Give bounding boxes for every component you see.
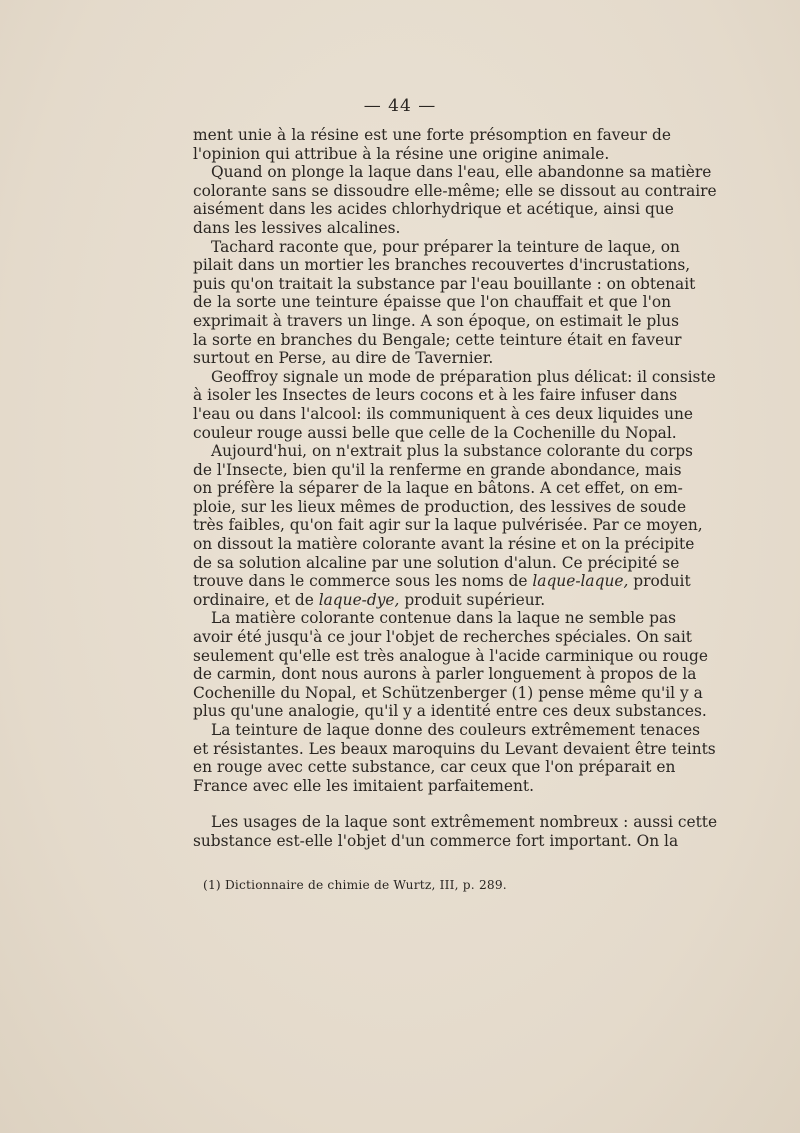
text-line: seulement qu'elle est très analogue à l'acide carminique ou rouge	[193, 646, 708, 665]
text-line	[193, 591, 671, 610]
text-line: surtout en Perse, au dire de Tavernier.	[193, 349, 494, 368]
text-line: avoir été jusqu'à ce jour l'objet de recherches spéciales. On sait	[193, 628, 692, 647]
text-line: La matière colorante contenue dans la laque ne semble pas	[211, 609, 677, 628]
text-line	[193, 572, 691, 591]
text-line: ploie, sur les lieux mêmes de production, des lessives de soude	[193, 497, 687, 516]
paragraph-6	[193, 609, 708, 721]
text-line: en rouge avec cette substance, car ceux que l'on préparait en	[193, 758, 676, 777]
text-line: exprimait à travers un linge. A son époque, on estimait le plus	[193, 311, 679, 330]
text-line: de l'Insecte, bien qu'il la renferme en grande abondance, mais	[193, 460, 682, 479]
text-run: produit	[628, 572, 691, 591]
text-line: l'opinion qui attribue à la résine une origine animale.	[193, 144, 610, 163]
text-line: dans les lessives alcalines.	[193, 218, 401, 237]
paragraph-4	[193, 367, 716, 442]
paragraph-5	[193, 442, 703, 609]
text-line: Quand on plonge la laque dans l'eau, elle abandonne sa matière	[211, 163, 712, 182]
text-line: couleur rouge aussi belle que celle de la Cochenille du Nopal.	[193, 423, 677, 442]
italic-term: laque-laque,	[532, 572, 629, 591]
italic-term: laque-dye,	[318, 590, 400, 609]
paragraph-7	[193, 721, 716, 795]
text-line: de carmin, dont nous aurons à parler longuement à propos de la	[193, 665, 697, 684]
text-run: trouve dans le commerce sous les noms de	[193, 572, 533, 591]
text-line: Cochenille du Nopal, et Schützenberger (1) pense même qu'il y a	[193, 683, 703, 702]
text-line: colorante sans se dissoudre elle-même; elle se dissout au contraire	[193, 181, 717, 200]
text-line: substance est-elle l'objet d'un commerce fort important. On la	[193, 831, 679, 850]
text-line: Les usages de la laque sont extrêmement nombreux : aussi cette	[211, 813, 718, 832]
text-run: ordinaire, et de	[193, 590, 319, 609]
text-line: on dissout la matière colorante avant la résine et on la précipite	[193, 535, 695, 554]
text-line: on préfère la séparer de la laque en bâtons. A cet effet, on em-	[193, 479, 683, 498]
paragraph-1	[193, 126, 671, 163]
text-line: plus qu'une analogie, qu'il y a identité entre ces deux substances.	[193, 702, 707, 721]
page-number: — 44 —	[363, 96, 437, 116]
text-line: pilait dans un mortier les branches recouvertes d'incrustations,	[193, 256, 691, 275]
text-line: à isoler les Insectes de leurs cocons et à les faire infuser dans	[193, 386, 678, 405]
text-line: Aujourd'hui, on n'extrait plus la substance colorante du corps	[211, 442, 693, 461]
text-line: ment unie à la résine est une forte présomption en faveur de	[193, 126, 671, 144]
text-line: Tachard raconte que, pour préparer la teinture de laque, on	[211, 237, 680, 256]
body-text	[193, 126, 718, 851]
paragraph-2	[193, 163, 717, 237]
text-line: de la sorte une teinture épaisse que l'on chauffait et que l'on	[193, 293, 671, 312]
text-line: très faibles, qu'on fait agir sur la laque pulvérisée. Par ce moyen,	[193, 516, 703, 535]
footnote: (1) Dictionnaire de chimie de Wurtz, III, p. 289.	[203, 878, 507, 892]
text-line: et résistantes. Les beaux maroquins du Levant devaient être teints	[193, 739, 716, 758]
text-line: La teinture de laque donne des couleurs extrêmement tenaces	[211, 721, 701, 739]
paragraph-3	[193, 237, 696, 368]
text-line: puis qu'on traitait la substance par l'eau bouillante : on obtenait	[193, 274, 696, 293]
text-line: la sorte en branches du Bengale; cette teinture était en faveur	[193, 330, 682, 349]
text-line: France avec elle les imitaient parfaitement.	[193, 776, 534, 795]
text-line: l'eau ou dans l'alcool: ils communiquent à ces deux liquides une	[193, 404, 694, 423]
paragraph-8	[193, 813, 718, 850]
text-line: aisément dans les acides chlorhydrique et acétique, ainsi que	[193, 200, 674, 219]
text-line: de sa solution alcaline par une solution d'alun. Ce précipité se	[193, 553, 680, 572]
text-run: produit supérieur.	[399, 590, 546, 609]
text-line: Geoffroy signale un mode de préparation plus délicat: il consiste	[211, 367, 716, 386]
paragraph-gap	[193, 795, 671, 813]
